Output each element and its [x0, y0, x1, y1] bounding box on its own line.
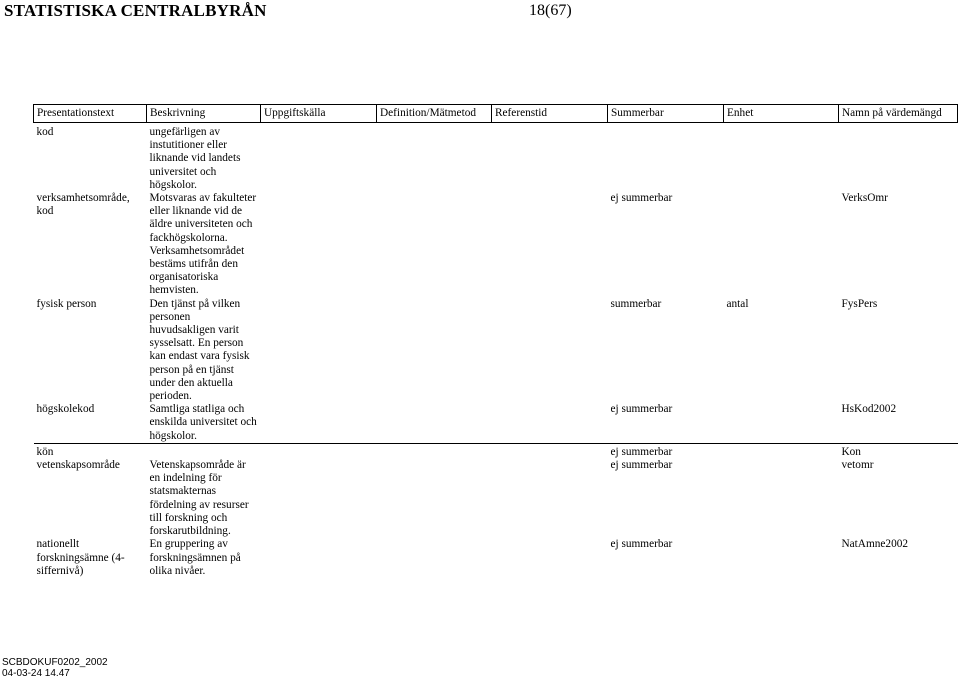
- cell-enhet: [724, 459, 839, 538]
- cell-definition: [377, 192, 492, 298]
- cell-summerbar: [608, 123, 724, 193]
- cell-definition: [377, 538, 492, 578]
- table-header-row: [34, 105, 958, 123]
- cell-referenstid: [492, 403, 608, 443]
- organization-name: STATISTISKA CENTRALBYRÅN: [4, 1, 267, 20]
- cell-definition: [377, 298, 492, 404]
- cell-beskrivning: Motsvaras av fakulteter eller liknande vid de äldre universiteten och fackhögskolorna. Verksamhetsområdet bestäms utifrån den organisatoriska hemvisten.: [149, 192, 257, 297]
- cell-summerbar: ej summerbar: [610, 538, 673, 551]
- cell-uppgiftskalla: [261, 123, 377, 193]
- table-row: [34, 123, 958, 193]
- table-row: [34, 459, 958, 538]
- cell-referenstid: [492, 443, 608, 459]
- variable-table: [33, 104, 958, 578]
- cell-presentationstext: kod: [36, 126, 54, 138]
- page-number: 18(67): [529, 2, 572, 19]
- column-header-summerbar: Summerbar: [608, 105, 724, 123]
- cell-beskrivning: Den tjänst på vilken personen huvudsakligen varit sysselsatt. En person kan endast vara fysisk person på en tjänst under den aktuella perioden.: [149, 297, 250, 403]
- cell-summerbar: ej summerbar: [610, 192, 673, 205]
- column-header-namn: Namn på värdemängd: [839, 105, 958, 123]
- column-header-presentationstext: Presentationstext: [34, 105, 147, 123]
- cell-namn: VerksOmr: [841, 192, 888, 205]
- cell-enhet: [724, 192, 839, 298]
- column-header-enhet: Enhet: [724, 105, 839, 123]
- cell-definition: [377, 403, 492, 443]
- document-datetime: 04-03-24 14.47: [2, 668, 70, 679]
- cell-uppgiftskalla: [261, 298, 377, 404]
- cell-referenstid: [492, 538, 608, 578]
- cell-summerbar: ej summerbar: [608, 443, 724, 459]
- table-row: [34, 443, 958, 459]
- cell-beskrivning: ungefärligen av instutitioner eller liknande vid landets universitet och högskolor.: [149, 126, 241, 191]
- cell-definition: [377, 459, 492, 538]
- document-code: SCBDOKUF0202_2002: [2, 657, 108, 668]
- cell-namn: vetomr: [841, 459, 874, 472]
- cell-referenstid: [492, 459, 608, 538]
- cell-enhet: [724, 538, 839, 578]
- cell-uppgiftskalla: [261, 192, 377, 298]
- cell-referenstid: [492, 192, 608, 298]
- cell-enhet: antal: [726, 297, 749, 310]
- table-row: [34, 538, 958, 578]
- cell-uppgiftskalla: [261, 403, 377, 443]
- cell-presentationstext: kön: [34, 443, 147, 459]
- column-header-uppgiftskalla: Uppgiftskälla: [261, 105, 377, 123]
- cell-enhet: [724, 443, 839, 459]
- table-row: [34, 192, 958, 298]
- cell-presentationstext: nationellt forskningsämne (4-siffernivå): [36, 538, 125, 577]
- cell-summerbar: ej summerbar: [610, 403, 673, 416]
- cell-namn: Kon: [839, 443, 958, 459]
- cell-beskrivning: [147, 443, 261, 459]
- cell-uppgiftskalla: [261, 443, 377, 459]
- cell-referenstid: [492, 298, 608, 404]
- cell-namn: [839, 123, 958, 193]
- column-header-definition: Definition/Mätmetod: [377, 105, 492, 123]
- cell-uppgiftskalla: [261, 538, 377, 578]
- cell-namn: FysPers: [841, 297, 878, 310]
- cell-namn: NatAmne2002: [841, 538, 909, 551]
- cell-summerbar: ej summerbar: [610, 459, 673, 472]
- cell-uppgiftskalla: [261, 459, 377, 538]
- cell-presentationstext: verksamhetsområde, kod: [36, 192, 130, 218]
- cell-beskrivning: Vetenskapsområde är en indelning för statsmakternas fördelning av resurser till forskning och forskarutbildning.: [149, 459, 249, 538]
- column-header-referenstid: Referenstid: [492, 105, 608, 123]
- cell-presentationstext: vetenskapsområde: [36, 459, 120, 472]
- cell-enhet: [724, 403, 839, 443]
- cell-beskrivning: En gruppering av forskningsämnen på olika nivåer.: [149, 538, 241, 577]
- table-row: [34, 403, 958, 443]
- cell-referenstid: [492, 123, 608, 193]
- cell-definition: [377, 123, 492, 193]
- cell-presentationstext: högskolekod: [36, 403, 95, 416]
- cell-namn: HsKod2002: [841, 403, 897, 416]
- cell-beskrivning: Samtliga statliga och enskilda universitet och högskolor.: [149, 403, 257, 442]
- cell-definition: [377, 443, 492, 459]
- cell-presentationstext: fysisk person: [36, 297, 97, 310]
- cell-summerbar: summerbar: [610, 297, 662, 310]
- table-row: [34, 298, 958, 404]
- column-header-beskrivning: Beskrivning: [147, 105, 261, 123]
- cell-enhet: [724, 123, 839, 193]
